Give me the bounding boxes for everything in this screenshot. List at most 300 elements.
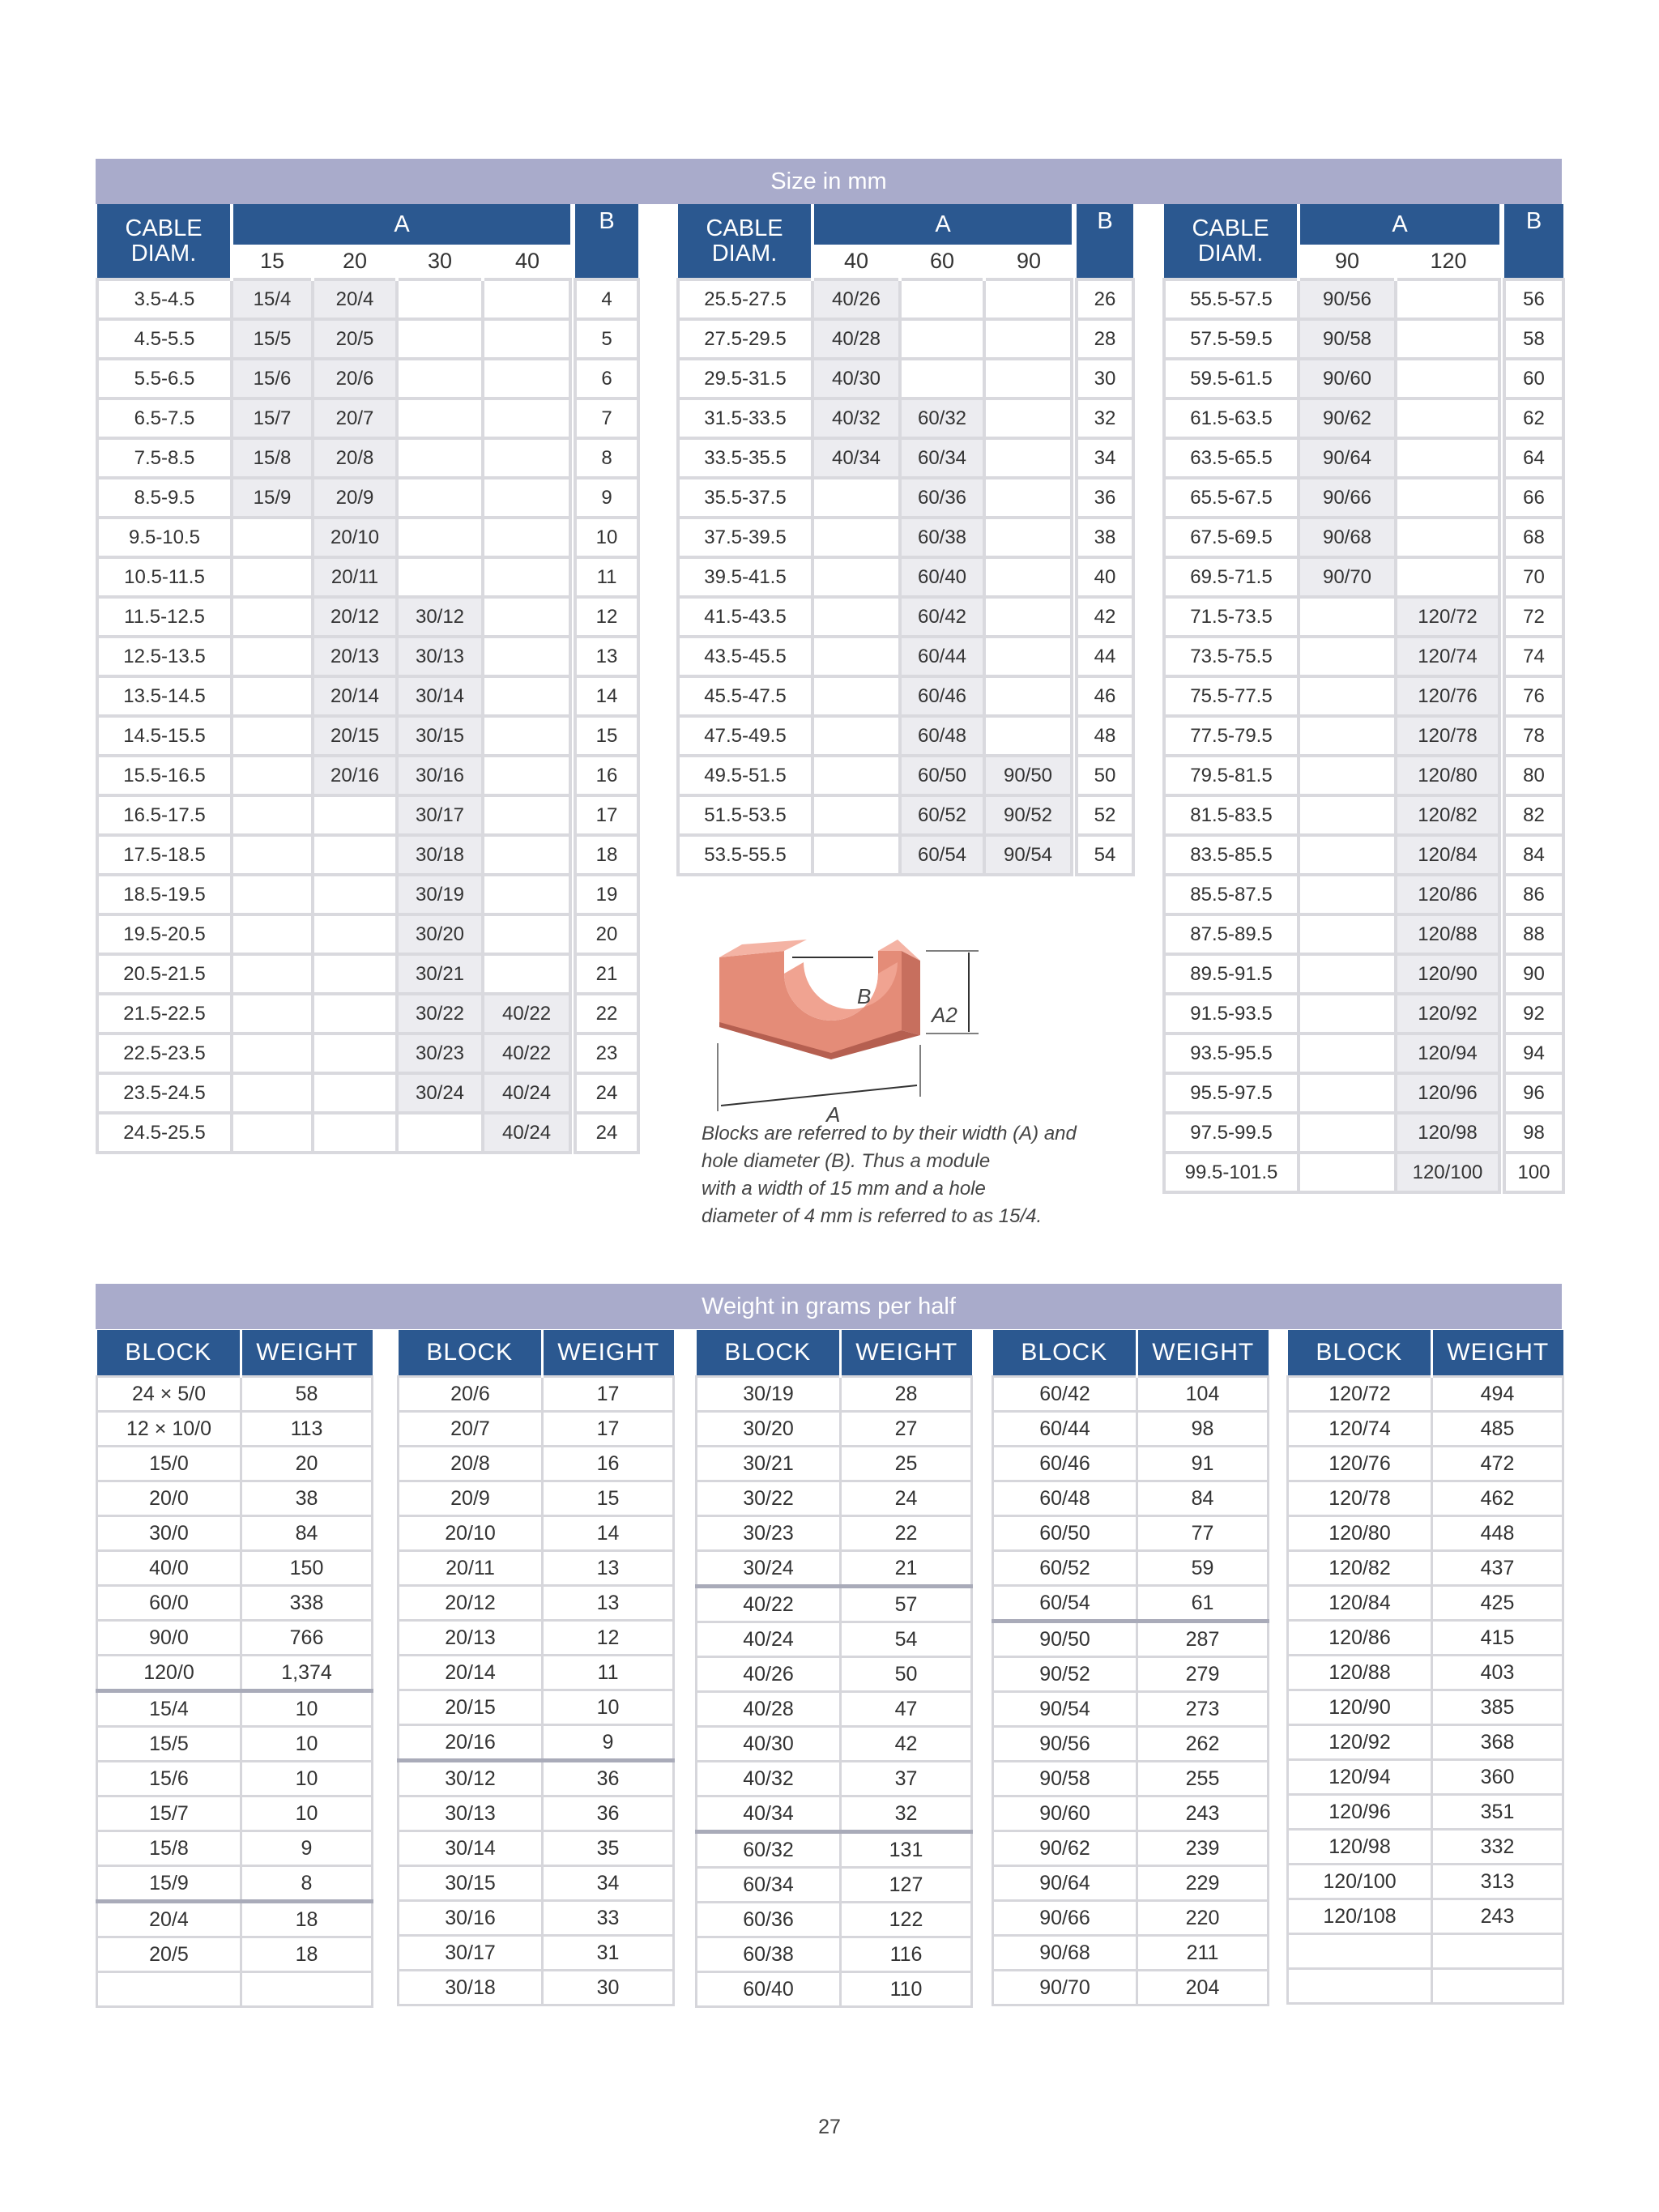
weight-cell: 262	[1137, 1727, 1269, 1762]
block-code-cell	[812, 676, 900, 716]
cable-diam-cell: 99.5-101.5	[1164, 1153, 1299, 1192]
block-cell: 30/13	[399, 1796, 543, 1831]
weight-cell: 20	[241, 1447, 373, 1481]
cable-diam-cell: 51.5-53.5	[678, 795, 812, 835]
block-code-cell	[812, 835, 900, 875]
weight-cell: 104	[1137, 1377, 1269, 1412]
block-code-cell	[984, 359, 1072, 399]
size-row	[1164, 795, 1563, 835]
size-row	[678, 795, 1133, 835]
size-row	[1164, 1034, 1563, 1073]
weight-cell: 22	[841, 1516, 972, 1551]
hole-diam-cell: 52	[1077, 795, 1133, 835]
weight-cell: 37	[841, 1762, 972, 1796]
cable-diam-cell: 79.5-81.5	[1164, 756, 1299, 795]
block-code-cell: 40/22	[483, 994, 570, 1034]
block-code-cell	[812, 478, 900, 518]
block-cell: 120/96	[1288, 1795, 1432, 1830]
caption-line: hole diameter (B). Thus a module	[702, 1150, 991, 1172]
block-code-cell: 30/24	[397, 1073, 483, 1113]
weight-cell: 98	[1137, 1412, 1269, 1447]
weight-row	[399, 1936, 674, 1971]
size-row	[97, 1113, 638, 1153]
weight-table-4	[992, 1330, 1269, 2006]
block-code-cell	[313, 954, 397, 994]
weight-row	[97, 1447, 373, 1481]
weight-row	[399, 1481, 674, 1516]
cable-diam-cell: 5.5-6.5	[97, 359, 232, 399]
cable-label: CABLE	[125, 215, 203, 241]
size-row	[678, 756, 1133, 795]
block-code-cell: 60/54	[900, 835, 984, 875]
block-code-cell: 15/4	[232, 279, 313, 319]
block-cell: 120/92	[1288, 1725, 1432, 1760]
hole-diam-cell: 74	[1504, 637, 1563, 676]
size-row	[97, 279, 638, 319]
block-code-cell: 15/9	[232, 478, 313, 518]
block-code-cell	[397, 518, 483, 557]
block-code-cell	[232, 518, 313, 557]
hole-diam-cell: 46	[1077, 676, 1133, 716]
weight-row	[993, 1727, 1269, 1762]
block-code-cell	[483, 914, 570, 954]
hole-diam-cell: 58	[1504, 319, 1563, 359]
weight-cell: 229	[1137, 1866, 1269, 1901]
weight-row	[399, 1690, 674, 1725]
size-row	[97, 518, 638, 557]
weight-cell: 17	[543, 1412, 674, 1447]
block-code-cell: 40/34	[812, 438, 900, 478]
hole-diam-cell: 88	[1504, 914, 1563, 954]
weight-table-1	[96, 1330, 373, 2008]
hole-diam-cell: 9	[575, 478, 638, 518]
size-row	[97, 637, 638, 676]
weight-row	[697, 1972, 972, 2007]
hole-diam-cell: 82	[1504, 795, 1563, 835]
block-code-cell	[483, 399, 570, 438]
diam-label: DIAM.	[130, 240, 197, 266]
block-code-cell: 60/32	[900, 399, 984, 438]
block-cell: 60/44	[993, 1412, 1137, 1447]
a-dimension-line	[721, 1085, 917, 1106]
weight-cell: 766	[241, 1621, 373, 1656]
weight-cell: 255	[1137, 1762, 1269, 1796]
weight-row	[97, 1481, 373, 1516]
cable-diam-cell: 31.5-33.5	[678, 399, 812, 438]
block-cell: 120/80	[1288, 1516, 1432, 1551]
block-code-cell	[232, 1073, 313, 1113]
hole-diam-cell: 24	[575, 1073, 638, 1113]
label-b: B	[857, 984, 872, 1008]
cable-diam-cell: 22.5-23.5	[97, 1034, 232, 1073]
weight-cell: 38	[241, 1481, 373, 1516]
block-code-cell	[812, 756, 900, 795]
weight-cell: 116	[841, 1937, 972, 1972]
weight-row	[993, 1831, 1269, 1866]
block-code-cell: 20/13	[313, 637, 397, 676]
block-cell: 20/16	[399, 1725, 543, 1761]
weight-cell: 243	[1137, 1796, 1269, 1831]
cable-diam-cell: 75.5-77.5	[1164, 676, 1299, 716]
cable-diam-cell: 45.5-47.5	[678, 676, 812, 716]
block-cell: 120/88	[1288, 1656, 1432, 1690]
weight-cell: 204	[1137, 1971, 1269, 2005]
weight-row	[993, 1377, 1269, 1412]
block-cell: 60/34	[697, 1868, 841, 1903]
size-row	[97, 1034, 638, 1073]
block-code-cell: 120/86	[1396, 875, 1499, 914]
weight-cell	[241, 1972, 373, 2007]
weight-table-5	[1286, 1330, 1564, 2005]
b-header: B	[1504, 204, 1563, 279]
weight-row	[1288, 1865, 1563, 1899]
weight-row	[993, 1866, 1269, 1901]
block-cell: 20/10	[399, 1516, 543, 1551]
size-row	[1164, 637, 1563, 676]
block-cell: 120/72	[1288, 1377, 1432, 1412]
block-cell: 90/62	[993, 1831, 1137, 1866]
hole-diam-cell: 70	[1504, 557, 1563, 597]
weight-cell: 11	[543, 1656, 674, 1690]
block-cell: 30/24	[697, 1551, 841, 1587]
hole-diam-cell: 60	[1504, 359, 1563, 399]
weight-cell: 360	[1432, 1760, 1563, 1795]
size-row	[97, 319, 638, 359]
block-code-cell	[397, 557, 483, 597]
size-row	[1164, 1153, 1563, 1192]
weight-header: WEIGHT	[241, 1330, 373, 1377]
block-code-cell	[1299, 676, 1396, 716]
block-code-cell	[1299, 1073, 1396, 1113]
block-code-cell	[397, 1113, 483, 1153]
hole-diam-cell: 17	[575, 795, 638, 835]
hole-diam-cell: 19	[575, 875, 638, 914]
weight-row	[993, 1657, 1269, 1692]
block-cell: 20/11	[399, 1551, 543, 1586]
block-code-cell: 30/13	[397, 637, 483, 676]
size-row	[1164, 478, 1563, 518]
cable-diam-header	[1164, 204, 1299, 279]
weight-row	[399, 1761, 674, 1796]
weight-cell: 10	[241, 1762, 373, 1796]
size-row	[1164, 994, 1563, 1034]
weight-row	[697, 1727, 972, 1762]
block-cell: 90/64	[993, 1866, 1137, 1901]
size-row	[678, 279, 1133, 319]
block-code-cell	[812, 557, 900, 597]
block-code-cell	[483, 756, 570, 795]
weight-cell: 10	[241, 1691, 373, 1727]
block-code-cell	[232, 1034, 313, 1073]
cable-diam-cell: 85.5-87.5	[1164, 875, 1299, 914]
hole-diam-cell: 13	[575, 637, 638, 676]
weight-cell: 59	[1137, 1551, 1269, 1586]
block-code-cell	[1299, 1034, 1396, 1073]
size-row	[678, 716, 1133, 756]
a-width-header: 90	[1299, 245, 1396, 279]
cable-diam-cell: 69.5-71.5	[1164, 557, 1299, 597]
block-code-cell: 120/82	[1396, 795, 1499, 835]
weight-cell: 239	[1137, 1831, 1269, 1866]
hole-diam-cell: 24	[575, 1113, 638, 1153]
block-cell: 40/30	[697, 1727, 841, 1762]
block-cell: 60/36	[697, 1903, 841, 1937]
weight-cell: 16	[543, 1447, 674, 1481]
block-code-cell	[232, 954, 313, 994]
cable-diam-cell: 35.5-37.5	[678, 478, 812, 518]
weight-row	[993, 1551, 1269, 1586]
weight-row	[993, 1901, 1269, 1936]
a-width-header: 20	[313, 245, 397, 279]
weight-row	[399, 1412, 674, 1447]
weight-cell: 33	[543, 1901, 674, 1936]
hole-diam-cell: 20	[575, 914, 638, 954]
size-row	[97, 835, 638, 875]
weight-cell: 13	[543, 1586, 674, 1621]
weight-row	[1288, 1516, 1563, 1551]
block-header: BLOCK	[993, 1330, 1137, 1377]
weight-row	[399, 1377, 674, 1412]
block-code-cell	[232, 1113, 313, 1153]
label-a2: A2	[932, 1003, 957, 1027]
block-code-cell	[1396, 359, 1499, 399]
block-code-cell	[232, 875, 313, 914]
hole-diam-cell: 92	[1504, 994, 1563, 1034]
cable-diam-cell: 17.5-18.5	[97, 835, 232, 875]
hole-diam-cell: 56	[1504, 279, 1563, 319]
hole-diam-cell: 90	[1504, 954, 1563, 994]
block-code-cell: 15/7	[232, 399, 313, 438]
a-header: A	[812, 204, 1072, 245]
weight-row	[1288, 1969, 1563, 2004]
block-cell: 90/60	[993, 1796, 1137, 1831]
block-code-cell	[1299, 716, 1396, 756]
cable-diam-cell: 15.5-16.5	[97, 756, 232, 795]
block-code-cell	[232, 795, 313, 835]
block-code-cell: 120/78	[1396, 716, 1499, 756]
cable-diam-cell: 12.5-13.5	[97, 637, 232, 676]
weight-cell: 127	[841, 1868, 972, 1903]
block-code-cell	[1299, 795, 1396, 835]
block-cell: 30/18	[399, 1971, 543, 2005]
hole-diam-cell: 32	[1077, 399, 1133, 438]
block-cell: 120/84	[1288, 1586, 1432, 1621]
block-code-cell: 90/66	[1299, 478, 1396, 518]
a-header: A	[1299, 204, 1499, 245]
block-code-cell: 40/32	[812, 399, 900, 438]
a-width-header: 90	[984, 245, 1072, 279]
cable-diam-cell: 14.5-15.5	[97, 716, 232, 756]
weight-row	[97, 1621, 373, 1656]
weight-cell: 385	[1432, 1690, 1563, 1725]
block-cell: 120/74	[1288, 1412, 1432, 1447]
block-cell: 60/38	[697, 1937, 841, 1972]
block-cell: 20/6	[399, 1377, 543, 1412]
weight-row	[697, 1762, 972, 1796]
block-cell: 120/98	[1288, 1830, 1432, 1865]
block-code-cell	[984, 478, 1072, 518]
weight-row	[993, 1516, 1269, 1551]
weight-cell: 91	[1137, 1447, 1269, 1481]
block-code-cell	[397, 279, 483, 319]
block-cell: 120/90	[1288, 1690, 1432, 1725]
block-code-cell	[900, 279, 984, 319]
weight-row	[1288, 1412, 1563, 1447]
block-code-cell	[313, 875, 397, 914]
cable-diam-cell: 61.5-63.5	[1164, 399, 1299, 438]
block-code-cell	[483, 954, 570, 994]
cable-diam-cell: 93.5-95.5	[1164, 1034, 1299, 1073]
size-row	[97, 954, 638, 994]
block-code-cell	[483, 438, 570, 478]
weight-row	[697, 1937, 972, 1972]
weight-row	[697, 1551, 972, 1587]
weight-cell	[1432, 1934, 1563, 1969]
block-code-cell	[1396, 399, 1499, 438]
block-code-cell	[232, 835, 313, 875]
size-row	[678, 597, 1133, 637]
block-code-cell	[984, 399, 1072, 438]
block-cell: 90/0	[97, 1621, 241, 1656]
size-row	[1164, 399, 1563, 438]
cable-diam-cell: 8.5-9.5	[97, 478, 232, 518]
block-cell: 20/8	[399, 1447, 543, 1481]
block-code-cell: 20/4	[313, 279, 397, 319]
weight-cell: 18	[241, 1937, 373, 1972]
a-width-header: 60	[900, 245, 984, 279]
cable-diam-cell: 21.5-22.5	[97, 994, 232, 1034]
size-row	[678, 676, 1133, 716]
weight-row	[399, 1796, 674, 1831]
weight-row	[399, 1971, 674, 2005]
weight-row	[1288, 1586, 1563, 1621]
block-code-cell: 15/8	[232, 438, 313, 478]
weight-cell: 332	[1432, 1830, 1563, 1865]
block-code-cell	[1299, 994, 1396, 1034]
cable-diam-cell: 59.5-61.5	[1164, 359, 1299, 399]
block-cell: 20/12	[399, 1586, 543, 1621]
weight-cell: 472	[1432, 1447, 1563, 1481]
weight-row	[993, 1796, 1269, 1831]
weight-cell: 403	[1432, 1656, 1563, 1690]
weight-row	[1288, 1656, 1563, 1690]
weight-cell: 42	[841, 1727, 972, 1762]
weight-row	[1288, 1934, 1563, 1969]
block-code-cell: 30/17	[397, 795, 483, 835]
weight-row	[1288, 1795, 1563, 1830]
weight-cell: 35	[543, 1831, 674, 1866]
block-code-cell: 30/12	[397, 597, 483, 637]
weight-cell: 57	[841, 1587, 972, 1622]
a-width-header: 15	[232, 245, 313, 279]
weight-row	[1288, 1377, 1563, 1412]
hole-diam-cell: 100	[1504, 1153, 1563, 1192]
block-cell: 30/12	[399, 1761, 543, 1796]
block-code-cell	[1299, 835, 1396, 875]
weight-row	[97, 1796, 373, 1831]
cable-diam-cell: 29.5-31.5	[678, 359, 812, 399]
weight-row	[697, 1832, 972, 1868]
block-code-cell	[313, 994, 397, 1034]
size-row	[97, 557, 638, 597]
block-cell: 15/9	[97, 1866, 241, 1902]
weight-cell: 448	[1432, 1516, 1563, 1551]
block-header: BLOCK	[1288, 1330, 1432, 1377]
weight-cell: 351	[1432, 1795, 1563, 1830]
block-cell: 30/21	[697, 1447, 841, 1481]
weight-row	[399, 1621, 674, 1656]
block-cell: 60/50	[993, 1516, 1137, 1551]
block-code-cell: 30/22	[397, 994, 483, 1034]
size-row	[678, 399, 1133, 438]
cable-diam-cell: 47.5-49.5	[678, 716, 812, 756]
block-code-cell: 30/15	[397, 716, 483, 756]
cable-diam-cell: 91.5-93.5	[1164, 994, 1299, 1034]
block-cell: 15/0	[97, 1447, 241, 1481]
weight-row	[97, 1656, 373, 1691]
hole-diam-cell: 76	[1504, 676, 1563, 716]
weight-cell: 150	[241, 1551, 373, 1586]
weight-row	[97, 1586, 373, 1621]
weight-row	[993, 1762, 1269, 1796]
hole-diam-cell: 21	[575, 954, 638, 994]
block-code-cell: 60/34	[900, 438, 984, 478]
weight-row	[993, 1936, 1269, 1971]
block-code-cell	[483, 279, 570, 319]
weight-cell: 77	[1137, 1516, 1269, 1551]
block-code-cell	[313, 914, 397, 954]
weight-row	[97, 1551, 373, 1586]
block-cell: 20/5	[97, 1937, 241, 1972]
weight-cell: 84	[241, 1516, 373, 1551]
weight-table-2	[397, 1330, 675, 2006]
block-code-cell	[1299, 1113, 1396, 1153]
weight-cell: 368	[1432, 1725, 1563, 1760]
block-cell: 20/14	[399, 1656, 543, 1690]
hole-diam-cell: 84	[1504, 835, 1563, 875]
block-code-cell	[232, 597, 313, 637]
block-cell: 60/46	[993, 1447, 1137, 1481]
block-code-cell	[313, 1113, 397, 1153]
block-cell: 15/6	[97, 1762, 241, 1796]
size-row	[1164, 756, 1563, 795]
b-header: B	[1077, 204, 1133, 279]
hole-diam-cell: 80	[1504, 756, 1563, 795]
block-cell: 30/17	[399, 1936, 543, 1971]
weight-cell: 24	[841, 1481, 972, 1516]
block-cell: 20/13	[399, 1621, 543, 1656]
size-row	[1164, 716, 1563, 756]
block-cell: 60/42	[993, 1377, 1137, 1412]
block-code-cell: 90/58	[1299, 319, 1396, 359]
block-code-cell: 60/42	[900, 597, 984, 637]
block-cell: 60/54	[993, 1586, 1137, 1622]
weight-cell: 50	[841, 1657, 972, 1692]
weight-row	[697, 1796, 972, 1832]
cable-diam-cell: 89.5-91.5	[1164, 954, 1299, 994]
block-code-cell	[232, 914, 313, 954]
block-code-cell	[483, 359, 570, 399]
block-code-cell	[812, 637, 900, 676]
size-row	[1164, 954, 1563, 994]
block-code-cell: 30/21	[397, 954, 483, 994]
weight-cell: 15	[543, 1481, 674, 1516]
block-code-cell	[1299, 637, 1396, 676]
weight-cell: 13	[543, 1551, 674, 1586]
cable-diam-cell: 23.5-24.5	[97, 1073, 232, 1113]
block-cell: 120/0	[97, 1656, 241, 1691]
hole-diam-cell: 10	[575, 518, 638, 557]
